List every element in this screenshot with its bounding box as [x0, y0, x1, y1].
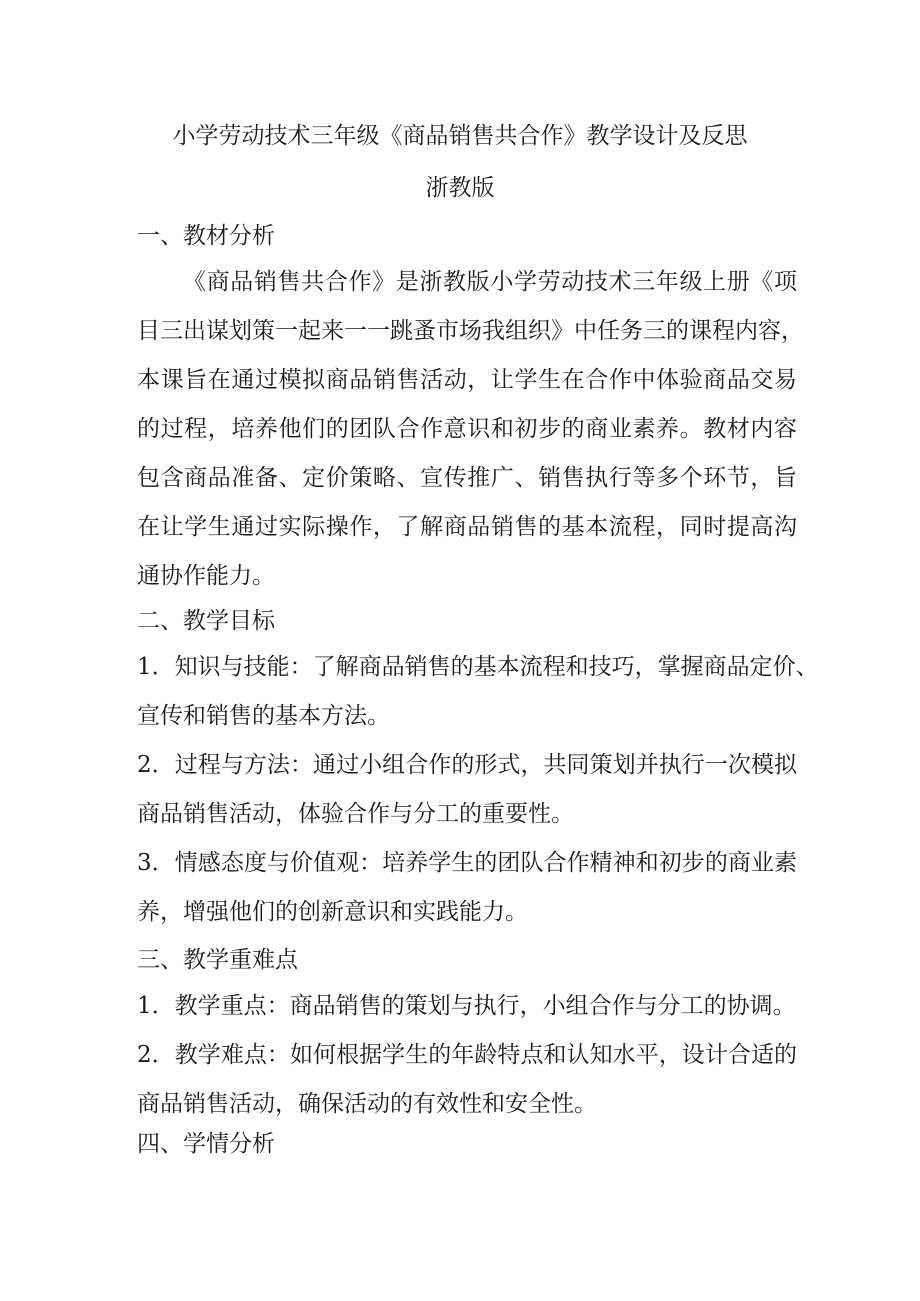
- paragraph-line: 2．过程与方法：通过小组合作的形式，共同策划并执行一次模拟: [137, 752, 797, 778]
- paragraph-line: 包含商品准备、定价策略、宣传推广、销售执行等多个环节，旨: [137, 465, 797, 491]
- paragraph-line: 通协作能力。: [137, 563, 275, 589]
- section-heading-textbook-analysis: 一、教材分析: [137, 223, 275, 249]
- document-title: 小学劳动技术三年级《商品销售共合作》教学设计及反思: [172, 123, 748, 149]
- paragraph-line: 2．教学难点：如何根据学生的年龄特点和认知水平，设计合适的: [137, 1042, 797, 1068]
- paragraph-line: 宣传和销售的基本方法。: [137, 703, 390, 729]
- list-item-difficult-point: [137, 1031, 797, 1129]
- paragraph-line: 1．教学重点：商品销售的策划与执行，小组合作与分工的协调。: [137, 993, 796, 1019]
- paragraph-line: 3．情感态度与价值观：培养学生的团队合作精神和初步的商业素: [137, 850, 797, 876]
- paragraph-line: 商品销售活动，确保活动的有效性和安全性。: [137, 1091, 597, 1117]
- paragraph-line: 1．知识与技能：了解商品销售的基本流程和技巧，掌握商品定价、: [137, 654, 819, 680]
- paragraph-line: 在让学生通过实际操作，了解商品销售的基本流程，同时提高沟: [137, 514, 797, 540]
- document-subtitle: 浙教版: [425, 175, 495, 201]
- paragraph-line: 目三出谋划策一起来一一跳蚤市场我组织》中任务三的课程内容，: [137, 318, 804, 344]
- section-heading-teaching-objectives: 二、教学目标: [137, 608, 275, 634]
- list-item-objective-1: [137, 643, 819, 741]
- paragraph-textbook-analysis: [137, 258, 804, 601]
- paragraph-line: 养，增强他们的创新意识和实践能力。: [137, 899, 528, 925]
- list-item-objective-3: [137, 839, 797, 937]
- paragraph-line: 的过程，培养他们的团队合作意识和初步的商业素养。教材内容: [137, 416, 797, 442]
- list-item-key-point: [137, 982, 797, 1031]
- list-item-objective-2: [137, 741, 797, 839]
- paragraph-line: 商品销售活动，体验合作与分工的重要性。: [137, 801, 574, 827]
- paragraph-line: 《商品销售共合作》是浙教版小学劳动技术三年级上册《项: [183, 269, 797, 295]
- section-heading-learner-analysis: 四、学情分析: [137, 1131, 275, 1157]
- section-heading-key-difficult-points: 三、教学重难点: [137, 947, 298, 973]
- paragraph-line: 本课旨在通过模拟商品销售活动，让学生在合作中体验商品交易: [137, 367, 797, 393]
